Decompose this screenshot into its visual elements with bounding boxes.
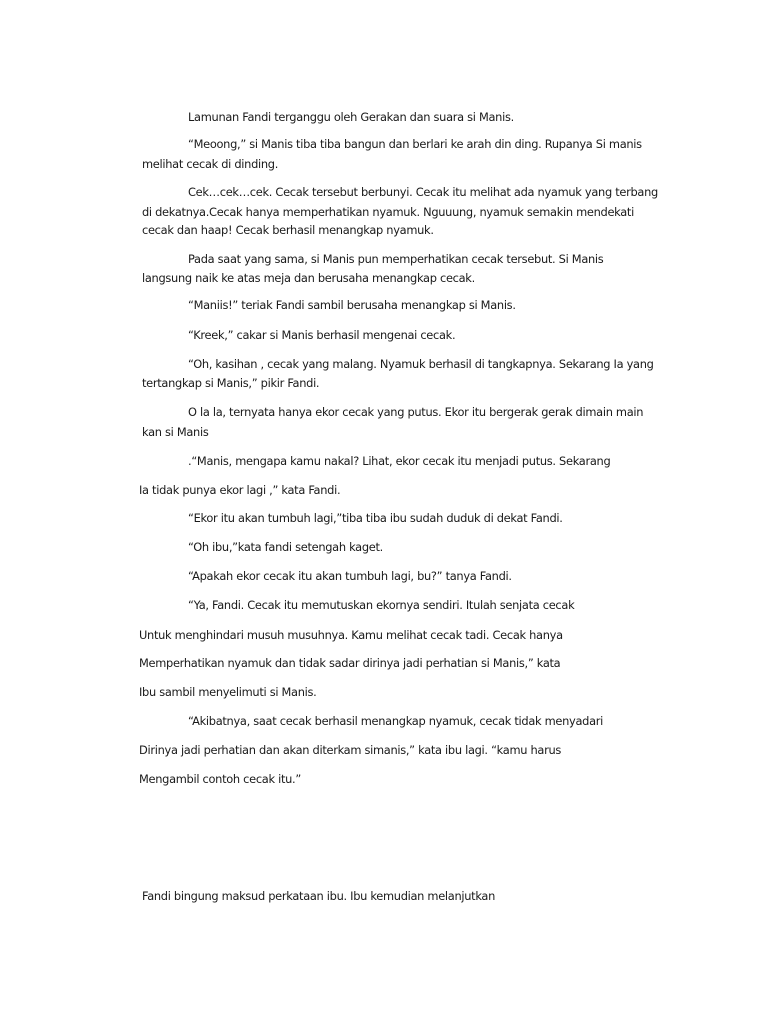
story-line-5: di dekatnya.Cecak hanya memperhatikan nyamuk. Nguuung, nyamuk semakin mendekati xyxy=(142,205,634,219)
story-line-9: “Maniis!” teriak Fandi sambil berusaha menangkap si Manis. xyxy=(188,298,516,312)
story-line-26: Mengambil contoh cecak itu.” xyxy=(139,772,301,786)
story-line-1: Lamunan Fandi terganggu oleh Gerakan dan suara si Manis. xyxy=(188,110,514,124)
story-line-19: “Apakah ekor cecak itu akan tumbuh lagi, bu?” tanya Fandi. xyxy=(188,569,512,583)
story-line-3: melihat cecak di dinding. xyxy=(142,157,279,171)
story-line-2: “Meoong,” si Manis tiba tiba bangun dan berlari ke arah din ding. Rupanya Si manis xyxy=(188,137,642,151)
story-line-15: .“Manis, mengapa kamu nakal? Lihat, ekor cecak itu menjadi putus. Sekarang xyxy=(188,454,611,468)
story-line-11: “Oh, kasihan , cecak yang malang. Nyamuk berhasil di tangkapnya. Sekarang Ia yang xyxy=(188,357,654,371)
story-line-6: cecak dan haap! Cecak berhasil menangkap nyamuk. xyxy=(142,223,434,237)
story-line-22: Memperhatikan nyamuk dan tidak sadar dirinya jadi perhatian si Manis,” kata xyxy=(139,656,561,670)
story-line-24: “Akibatnya, saat cecak berhasil menangkap nyamuk, cecak tidak menyadari xyxy=(188,714,604,728)
story-line-12: tertangkap si Manis,” pikir Fandi. xyxy=(142,376,320,390)
story-line-14: kan si Manis xyxy=(142,425,209,439)
story-line-25: Dirinya jadi perhatian dan akan diterkam simanis,” kata ibu lagi. “kamu harus xyxy=(139,743,562,757)
story-line-8: langsung naik ke atas meja dan berusaha menangkap cecak. xyxy=(142,271,475,285)
story-line-18: “Oh ibu,”kata fandi setengah kaget. xyxy=(188,540,383,554)
story-line-20: “Ya, Fandi. Cecak itu memutuskan ekornya sendiri. Itulah senjata cecak xyxy=(188,598,575,612)
story-line-17: “Ekor itu akan tumbuh lagi,”tiba tiba ibu sudah duduk di dekat Fandi. xyxy=(188,511,563,525)
story-line-23: Ibu sambil menyelimuti si Manis. xyxy=(139,685,317,699)
story-line-4: Cek…cek…cek. Cecak tersebut berbunyi. Cecak itu melihat ada nyamuk yang terbang xyxy=(188,185,658,199)
story-line-10: “Kreek,” cakar si Manis berhasil mengenai cecak. xyxy=(188,328,456,342)
story-line-13: O la la, ternyata hanya ekor cecak yang putus. Ekor itu bergerak gerak dimain main xyxy=(188,405,644,419)
story-line-21: Untuk menghindari musuh musuhnya. Kamu melihat cecak tadi. Cecak hanya xyxy=(139,628,563,642)
story-line-27: Fandi bingung maksud perkataan ibu. Ibu kemudian melanjutkan xyxy=(142,889,496,903)
story-line-16: Ia tidak punya ekor lagi ,” kata Fandi. xyxy=(139,483,341,497)
story-line-7: Pada saat yang sama, si Manis pun memperhatikan cecak tersebut. Si Manis xyxy=(188,252,604,266)
